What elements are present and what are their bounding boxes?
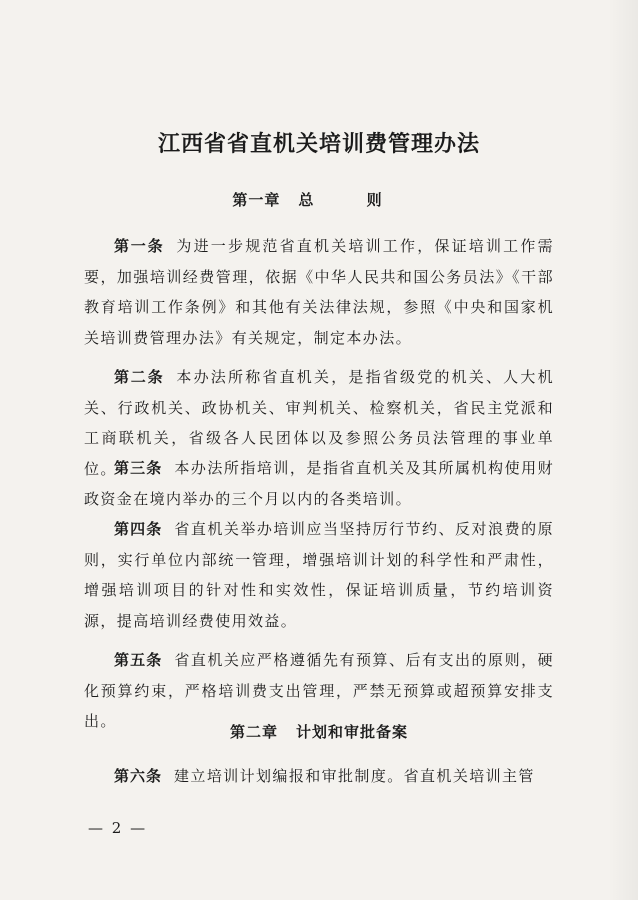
chapter-number: 第一章 [232, 191, 281, 209]
article-label: 第三条 [114, 459, 163, 477]
article-4 [84, 514, 554, 636]
chapter-heading-1 [0, 189, 638, 211]
article-label: 第二条 [114, 368, 165, 386]
article-label: 第五条 [114, 651, 163, 669]
article-text: 省直机关举办培训应当坚持厉行节约、反对浪费的原则，实行单位内部统一管理，增强培训计划的科学性和严肃性，增强培训项目的针对性和实效性，保证培训质量，节约培训资源，提高培训经费使用效益。 [84, 520, 554, 630]
chapter-name: 计划和审批备案 [296, 723, 409, 741]
article-6 [84, 761, 554, 792]
article-label: 第四条 [114, 520, 163, 538]
article-text: 为进一步规范省直机关培训工作，保证培训工作需要，加强培训经费管理，依据《中华人民共和国公务员法》《干部教育培训工作条例》和其他有关法律法规，参照《中央和国家机关培训费管理办法》有关规定，制定本办法。 [84, 237, 554, 347]
chapter-heading-2 [0, 721, 638, 743]
article-label: 第六条 [114, 767, 163, 785]
article-1 [84, 231, 554, 353]
document-title: 江西省省直机关培训费管理办法 [157, 131, 480, 157]
chapter-name: 总 则 [298, 191, 406, 209]
page-number: — 2 — [88, 819, 148, 837]
article-text: 建立培训计划编报和审批制度。省直机关培训主管 [174, 767, 535, 785]
article-3 [84, 453, 554, 514]
article-text: 本办法所指培训，是指省直机关及其所属机构使用财政资金在境内举办的三个月以内的各类培训。 [84, 459, 554, 508]
scan-edge-shadow [608, 0, 638, 900]
article-text: 省直机关应严格遵循先有预算、后有支出的原则，硬化预算约束，严格培训费支出管理，严禁无预算或超预算安排支出。 [84, 651, 554, 730]
article-text: 本办法所称省直机关，是指省级党的机关、人大机关、行政机关、政协机关、审判机关、检察机关，省民主党派和工商联机关，省级各人民团体以及参照公务员法管理的事业单位。 [84, 368, 554, 478]
chapter-number: 第二章 [229, 723, 278, 741]
article-label: 第一条 [114, 237, 165, 255]
